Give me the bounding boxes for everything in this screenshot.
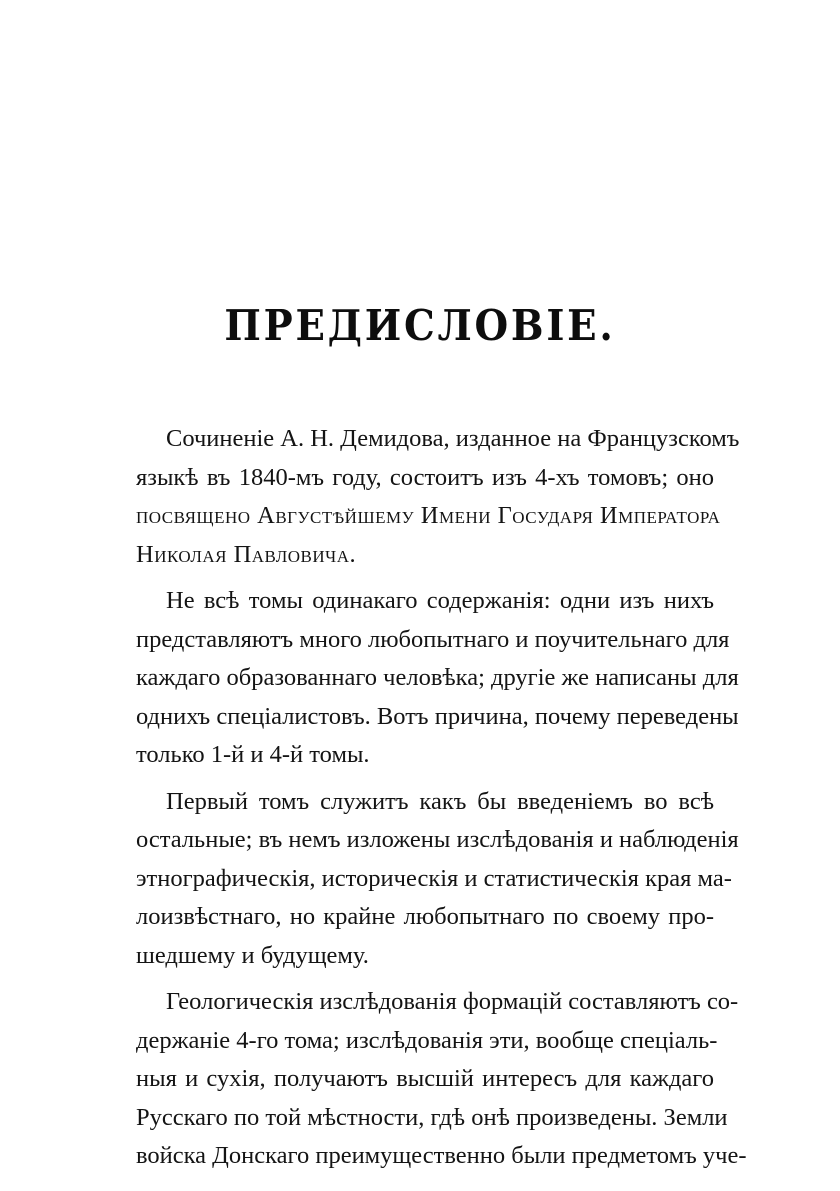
- text-line: только 1-й и 4-й томы.: [136, 741, 370, 768]
- text-line: Сочиненіе А. Н. Демидова, изданное на Французскомъ: [166, 425, 740, 452]
- text-line: Первый томъ служитъ какъ бы введеніемъ во всѣ: [166, 787, 714, 815]
- text-line: этнографическія, историческія и статистическія края ма-: [136, 864, 732, 892]
- text-line: ныя и сухія, получаютъ высшій интересъ для каждаго: [136, 1065, 714, 1092]
- paragraph-4: [136, 983, 747, 1176]
- text-line: Геологическія изслѣдованія формацій составляютъ со-: [166, 988, 739, 1015]
- text-line: каждаго образованнаго человѣка; другіе же написаны для: [136, 664, 739, 691]
- text-line: однихъ спеціалистовъ. Вотъ причина, почему переведены: [136, 702, 739, 730]
- text-line: держаніе 4-го тома; изслѣдованія эти, вообще спеціаль-: [136, 1026, 718, 1054]
- text-line: лоизвѣстнаго, но крайне любопытнаго по своему про-: [136, 903, 714, 930]
- text-line: представляютъ много любопытнаго и поучительнаго для: [136, 625, 730, 653]
- page-title: ПРЕДИСЛОВІЕ.: [224, 301, 616, 350]
- text-line: посвящено Августѣйшему Имени Государя Императора: [136, 502, 721, 529]
- paragraph-2: [136, 582, 739, 775]
- text-line: языкѣ въ 1840-мъ году, состоитъ изъ 4-хъ томовъ; оно: [136, 463, 714, 491]
- paragraph-1: [136, 420, 740, 574]
- text-line: остальные; въ немъ изложены изслѣдованія и наблюденія: [136, 826, 739, 853]
- text-line: шедшему и будущему.: [136, 941, 369, 969]
- paragraph-3: [136, 783, 739, 976]
- text-line: Николая Павловича.: [136, 540, 357, 568]
- text-line: Не всѣ томы одинакаго содержанія: одни изъ нихъ: [166, 587, 714, 614]
- text-line: Русскаго по той мѣстности, гдѣ онѣ произведены. Земли: [136, 1103, 728, 1131]
- text-line: войска Донскаго преимущественно были предметомъ уче-: [136, 1142, 747, 1169]
- body-text: [136, 420, 747, 1184]
